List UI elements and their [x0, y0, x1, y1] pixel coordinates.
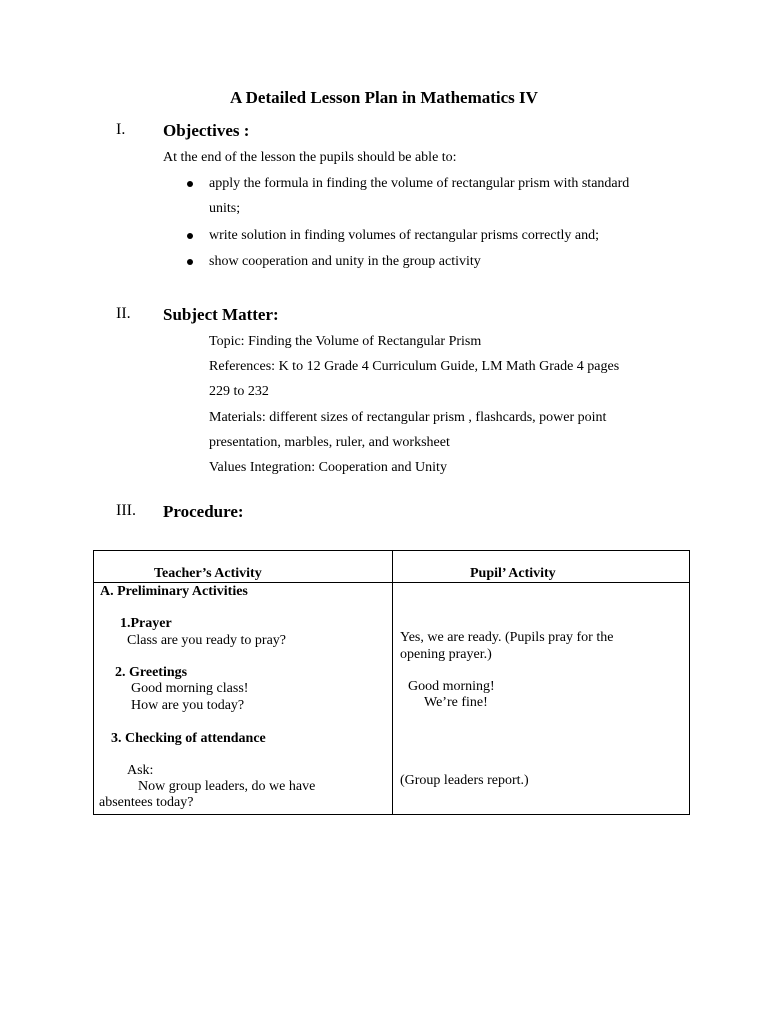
section-numeral-subject-matter: II.: [116, 305, 131, 322]
teacher-header-cell: [94, 551, 393, 583]
greetings-label: 2. Greetings: [115, 665, 188, 680]
objective-item-1-line-2: units;: [209, 201, 241, 216]
bullet-icon: [187, 259, 193, 265]
pupil-activity-cell: [393, 583, 690, 815]
ask-line-2: absentees today?: [99, 795, 194, 810]
preliminary-activities-heading: A. Preliminary Activities: [100, 584, 248, 599]
teacher-activity-cell: [94, 583, 393, 815]
subject-values-integration: Values Integration: Cooperation and Unity: [209, 460, 447, 475]
objectives-intro: At the end of the lesson the pupils should be able to:: [163, 150, 457, 165]
subject-topic: Topic: Finding the Volume of Rectangular Prism: [209, 334, 482, 349]
pupil-greeting-line-2: We’re fine!: [424, 695, 488, 710]
section-numeral-procedure: III.: [116, 502, 136, 519]
objective-item-3: show cooperation and unity in the group activity: [209, 254, 481, 269]
prayer-text: Class are you ready to pray?: [127, 633, 286, 648]
subject-materials-cont: presentation, marbles, ruler, and worksheet: [209, 435, 450, 450]
pupil-greeting-line-1: Good morning!: [408, 679, 495, 694]
ask-line-1: Now group leaders, do we have: [138, 779, 316, 794]
pupil-attendance-text: (Group leaders report.): [400, 773, 529, 788]
prayer-label: 1.Prayer: [120, 616, 172, 631]
ask-label: Ask:: [127, 763, 154, 778]
table-row: [94, 583, 690, 815]
pupil-activity-header: Pupil’ Activity: [470, 566, 556, 581]
section-heading-subject-matter: Subject Matter:: [163, 305, 279, 324]
pupil-prayer-line-2: opening prayer.): [400, 647, 492, 662]
attendance-label: 3. Checking of attendance: [111, 731, 266, 746]
page-title: A Detailed Lesson Plan in Mathematics IV: [230, 88, 538, 107]
subject-references: References: K to 12 Grade 4 Curriculum Guide, LM Math Grade 4 pages: [209, 359, 620, 374]
table-header-row: [94, 551, 690, 583]
pupil-prayer-line-1: Yes, we are ready. (Pupils pray for the: [400, 630, 614, 645]
subject-materials: Materials: different sizes of rectangular prism , flashcards, power point: [209, 410, 607, 425]
activity-table: [93, 550, 690, 815]
teacher-activity-header: Teacher’s Activity: [154, 566, 262, 581]
section-heading-objectives: Objectives :: [163, 121, 250, 140]
subject-references-cont: 229 to 232: [209, 384, 269, 399]
objective-item-1-line-1: apply the formula in finding the volume of rectangular prism with standard: [209, 176, 630, 191]
bullet-icon: [187, 181, 193, 187]
pupil-header-cell: [393, 551, 690, 583]
section-heading-procedure: Procedure:: [163, 502, 244, 521]
section-numeral-objectives: I.: [116, 121, 126, 138]
greetings-line-1: Good morning class!: [131, 681, 249, 696]
objective-item-2: write solution in finding volumes of rectangular prisms correctly and;: [209, 228, 599, 243]
greetings-line-2: How are you today?: [131, 698, 245, 713]
bullet-icon: [187, 233, 193, 239]
